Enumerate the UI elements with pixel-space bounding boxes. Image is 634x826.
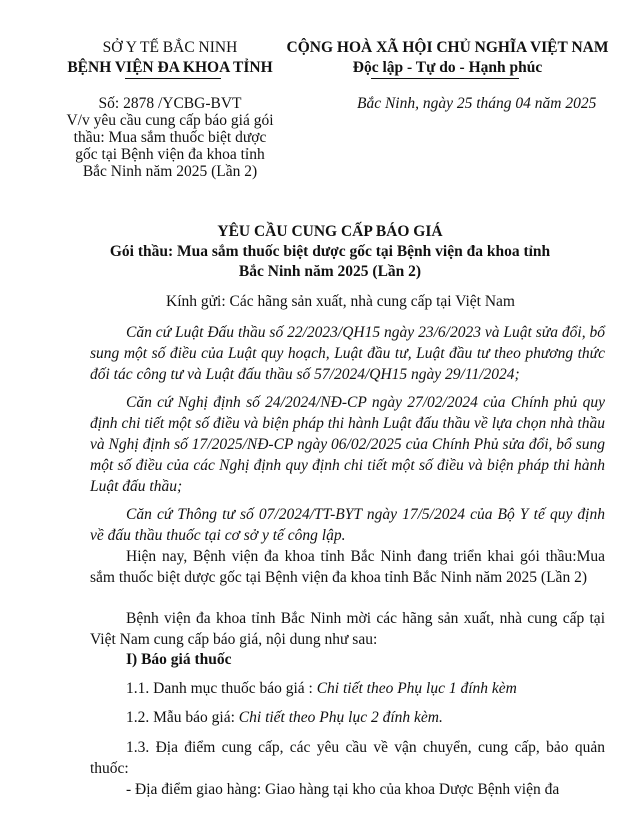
paragraph: Bệnh viện đa khoa tỉnh Bắc Ninh mời các hãng sản xuất, nhà cung cấp tại Việt Nam cung cấp báo giá, nội dung như sau: bbox=[90, 610, 605, 648]
subtitle: Bắc Ninh năm 2025 (Lần 2) bbox=[238, 263, 422, 280]
header-right bbox=[275, 38, 620, 78]
item-value: Chi tiết theo Phụ lục 1 đính kèm bbox=[316, 680, 517, 697]
place-date: Bắc Ninh, ngày 25 tháng 04 năm 2025 bbox=[357, 95, 597, 112]
list-item: 1.3. Địa điểm cung cấp, các yêu cầu về vận chuyển, cung cấp, bảo quản thuốc: bbox=[90, 739, 605, 777]
page-title: YÊU CẦU CUNG CẤP BÁO GIÁ bbox=[217, 223, 443, 240]
item-label: 1.1. Danh mục thuốc báo giá : bbox=[126, 680, 317, 697]
subject-line: Bắc Ninh năm 2025 (Lần 2) bbox=[82, 163, 258, 180]
list-item: - Địa điểm giao hàng: Giao hàng tại kho của khoa Dược Bệnh viện đa bbox=[126, 781, 560, 798]
header-left-ref bbox=[60, 95, 280, 180]
item-label: 1.2. Mẫu báo giá: bbox=[126, 709, 239, 726]
list-item bbox=[126, 709, 443, 727]
divider bbox=[125, 78, 221, 79]
paragraph: Căn cứ Nghị định số 24/2024/NĐ-CP ngày 27/02/2024 của Chính phủ quy định chi tiết một số điều và biện pháp thi hành Luật đấu thầu về lựa chọn nhà thầu và Nghị định số 17/2025/NĐ-CP ngày 06/02/2025 của Chính Phủ sửa đổi, bổ sung một số điều của các Nghị định quy định chi tiết một số điều và biện pháp thi hành Luật đấu thầu; bbox=[90, 394, 605, 495]
paragraph: Căn cứ Luật Đấu thầu số 22/2023/QH15 ngày 23/6/2023 và Luật sửa đổi, bổ sung một số điều của Luật quy hoạch, Luật đầu tư, Luật đầu tư theo phương thức đối tác công tư và Luật đấu thầu số 57/2024/QH15 ngày 29/11/2024; bbox=[90, 324, 605, 383]
title-block bbox=[60, 222, 600, 282]
header-left bbox=[60, 38, 280, 78]
org-name: SỞ Y TẾ BẮC NINH bbox=[102, 39, 238, 56]
divider bbox=[371, 78, 519, 79]
paragraph: Hiện nay, Bệnh viện đa khoa tỉnh Bắc Ninh đang triển khai gói thầu:Mua sắm thuốc biệt dược gốc tại Bệnh viện đa khoa tỉnh Bắc Ninh năm 2025 (Lần 2) bbox=[90, 548, 605, 586]
subject-line: gốc tại Bệnh viện đa khoa tỉnh bbox=[75, 146, 265, 163]
subject-line: V/v yêu cầu cung cấp báo giá gói bbox=[66, 112, 274, 129]
list-item bbox=[126, 680, 517, 698]
country-name: CỘNG HOÀ XÃ HỘI CHỦ NGHĨA VIỆT NAM bbox=[286, 39, 609, 56]
document-number: Số: 2878 /YCBG-BVT bbox=[98, 95, 242, 112]
item-value: Chi tiết theo Phụ lục 2 đính kèm. bbox=[238, 709, 443, 726]
motto: Độc lập - Tự do - Hạnh phúc bbox=[352, 59, 543, 76]
subject-line: thầu: Mua sắm thuốc biệt dược bbox=[73, 129, 267, 146]
subtitle: Gói thầu: Mua sắm thuốc biệt dược gốc tại Bệnh viện đa khoa tỉnh bbox=[109, 243, 551, 260]
section-heading: I) Báo giá thuốc bbox=[126, 651, 232, 668]
paragraph: Căn cứ Thông tư số 07/2024/TT-BYT ngày 17/5/2024 của Bộ Y tế quy định về đấu thầu thuốc tại cơ sở y tế công lập. bbox=[90, 506, 605, 544]
unit-name: BỆNH VIỆN ĐA KHOA TỈNH bbox=[67, 59, 273, 76]
recipient: Kính gửi: Các hãng sản xuất, nhà cung cấp tại Việt Nam bbox=[166, 293, 515, 310]
